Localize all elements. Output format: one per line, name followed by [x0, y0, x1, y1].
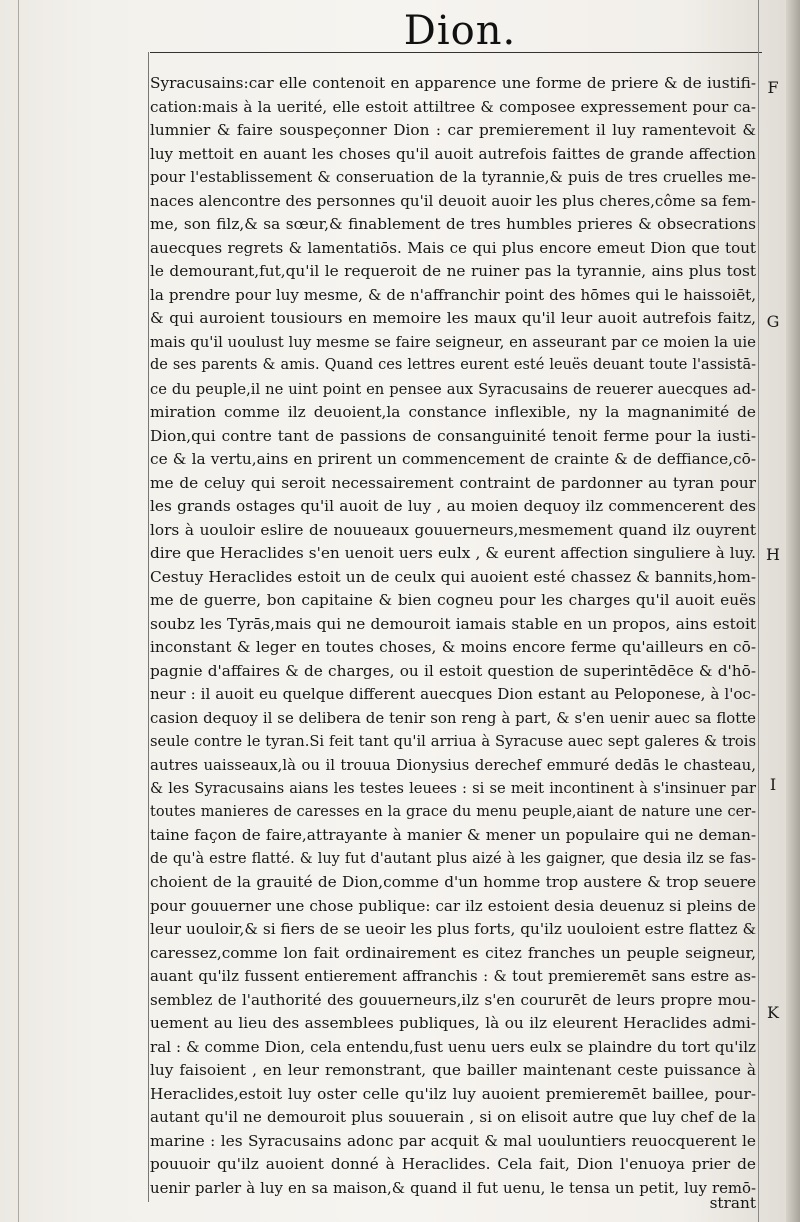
text-line: lors à uouloir eslire de nouueaux gouuerneurs,mesmement quand ilz ouyrent: [150, 520, 756, 539]
text-line: auecques regrets & lamentatiōs. Mais ce qui plus encore emeut Dion que tout: [150, 238, 756, 257]
text-line: soubz les Tyrās,mais qui ne demouroit iamais stable en un propos, ains estoit: [150, 614, 756, 633]
text-line: luy faisoient , en leur remonstrant, que bailler maintenant ceste puissance à: [150, 1061, 756, 1079]
text-line: miration comme ilz deuoient,la constance inflexible, ny la magnanimité de: [150, 403, 756, 421]
text-line: & les Syracusains aians les testes leuees : si se meit incontinent à s'insinuer par: [150, 780, 756, 797]
text-line: lumnier & faire souspeçonner Dion : car premierement il luy ramentevoit &: [150, 121, 756, 139]
text-line: de ses parents & amis. Quand ces lettres eurent esté leuës deuant toute l'assistā-: [150, 357, 756, 373]
text-line: Heraclides,estoit luy oster celle qu'ilz luy auoient premieremēt baillee, pour-: [150, 1084, 756, 1103]
margin-letter-i: I: [769, 775, 777, 794]
text-line: & qui auroient tousiours en memoire les maux qu'il leur auoit autrefois faitz,: [150, 309, 756, 327]
text-line: me de guerre, bon capitaine & bien cogneu pour les charges qu'il auoit euës: [150, 591, 756, 609]
text-line: mais qu'il uoulust luy mesme se faire seigneur, en asseurant par ce moien la uie: [150, 332, 756, 351]
body-text: [150, 72, 756, 1200]
text-line: de qu'à estre flatté. & luy fut d'autant plus aizé à les gaigner, que desia ilz se fas-: [150, 850, 756, 867]
page-edge-shadow: [786, 0, 800, 1222]
text-line: dire que Heraclides s'en uenoit uers eulx , & eurent affection singuliere à luy.: [150, 544, 756, 562]
catchword: strant: [709, 1194, 756, 1212]
margin-letter-k: K: [767, 1003, 779, 1022]
margin-letter-f: F: [767, 78, 779, 97]
text-line: marine : les Syracusains adonc par acquit & mal uouluntiers reuocquerent le: [150, 1131, 756, 1150]
text-line: ce & la vertu,ains en prirent un commencement de crainte & de deffiance,cō-: [150, 450, 756, 468]
running-title: Dion.: [403, 8, 517, 54]
text-line: Dion,qui contre tant de passions de consanguinité tenoit ferme pour la iusti-: [150, 426, 756, 445]
text-line: pour l'establissement & conseruation de la tyrannie,& puis de tres cruelles me-: [150, 168, 756, 186]
text-line: pour gouuerner une chose publique: car ilz estoient desia deuenuz si pleins de: [150, 896, 756, 915]
left-edge-rule: [18, 0, 19, 1222]
margin-letter-h: H: [766, 545, 780, 564]
text-line: naces alencontre des personnes qu'il deuoit auoir les plus cheres,côme sa fem-: [150, 191, 756, 210]
text-line: auant qu'ilz fussent entierement affranchis : & tout premieremēt sans estre as-: [150, 967, 756, 985]
text-line: me, son filz,& sa sœur,& finablement de tres humbles prieres & obsecrations: [150, 215, 756, 233]
text-line: taine façon de faire,attrayante à manier & mener un populaire qui ne deman-: [150, 826, 756, 844]
text-line: autres uaisseaux,là ou il trouua Dionysius derechef emmuré dedās le chasteau,: [150, 755, 756, 774]
text-line: semblez de l'authorité des gouuerneurs,ilz s'en coururēt de leurs propre mou-: [150, 990, 756, 1009]
text-line: la prendre pour luy mesme, & de n'affranchir point des hōmes qui le haissoiēt,: [150, 285, 756, 304]
text-line: Cestuy Heraclides estoit un de ceulx qui auoient esté chassez & bannits,hom-: [150, 567, 756, 586]
text-line: me de celuy qui seroit necessairement contraint de pardonner au tyran pour: [150, 473, 756, 492]
text-line: Syracusains:car elle contenoit en apparence une forme de priere & de iustifi-: [150, 74, 756, 92]
text-block-left-rule: [148, 52, 149, 1202]
margin-letter-g: G: [766, 312, 780, 331]
text-line: leur uouloir,& si fiers de se ueoir les plus forts, qu'ilz uouloient estre flattez &: [150, 920, 757, 938]
text-line: les grands ostages qu'il auoit de luy , au moien dequoy ilz commencerent des: [150, 497, 756, 515]
text-line: ce du peuple,il ne uint point en pensee aux Syracusains de reuerer auecques ad-: [150, 380, 756, 398]
text-line: le demourant,fut,qu'il le requeroit de ne ruiner pas la tyrannie, ains plus tost: [150, 262, 756, 280]
text-line: pagnie d'affaires & de charges, ou il estoit question de superintēdēce & d'hō-: [150, 661, 756, 680]
text-line: toutes manieres de caresses en la grace du menu peuple,aiant de nature une cer-: [150, 803, 756, 820]
text-line: choient de la grauité de Dion,comme d'un homme trop austere & trop seuere: [150, 873, 756, 891]
text-line: ral : & comme Dion, cela entendu,fust uenu uers eulx se plaindre du tort qu'ilz: [150, 1037, 756, 1056]
text-line: luy mettoit en auant les choses qu'il auoit autrefois faittes de grande affection: [150, 144, 756, 163]
text-line: casion dequoy il se delibera de tenir son reng à part, & s'en uenir auec sa flotte: [150, 708, 756, 727]
text-line: uenir parler à luy en sa maison,& quand il fut uenu, le tensa un petit, luy remō-: [150, 1178, 756, 1197]
text-line: neur : il auoit eu quelque different auecques Dion estant au Peloponese, à l'oc-: [150, 685, 756, 703]
text-line: inconstant & leger en toutes choses, & moins encore ferme qu'ailleurs en cō-: [150, 638, 756, 656]
text-line: pouuoir qu'ilz auoient donné à Heraclides. Cela fait, Dion l'enuoya prier de: [150, 1155, 756, 1173]
text-line: uement au lieu des assemblees publiques, là ou ilz eleurent Heraclides admi-: [150, 1014, 756, 1032]
margin-rule: [758, 0, 759, 1222]
text-line: cation:mais à la uerité, elle estoit attiltree & composee expressement pour ca-: [150, 97, 756, 116]
text-line: seule contre le tyran.Si feit tant qu'il arriua à Syracuse auec sept galeres & trois: [150, 733, 756, 750]
text-line: autant qu'il ne demouroit plus souuerain , si on elisoit autre que luy chef de la: [150, 1108, 756, 1126]
text-line: caressez,comme lon fait ordinairement es citez franches un peuple seigneur,: [150, 943, 756, 962]
